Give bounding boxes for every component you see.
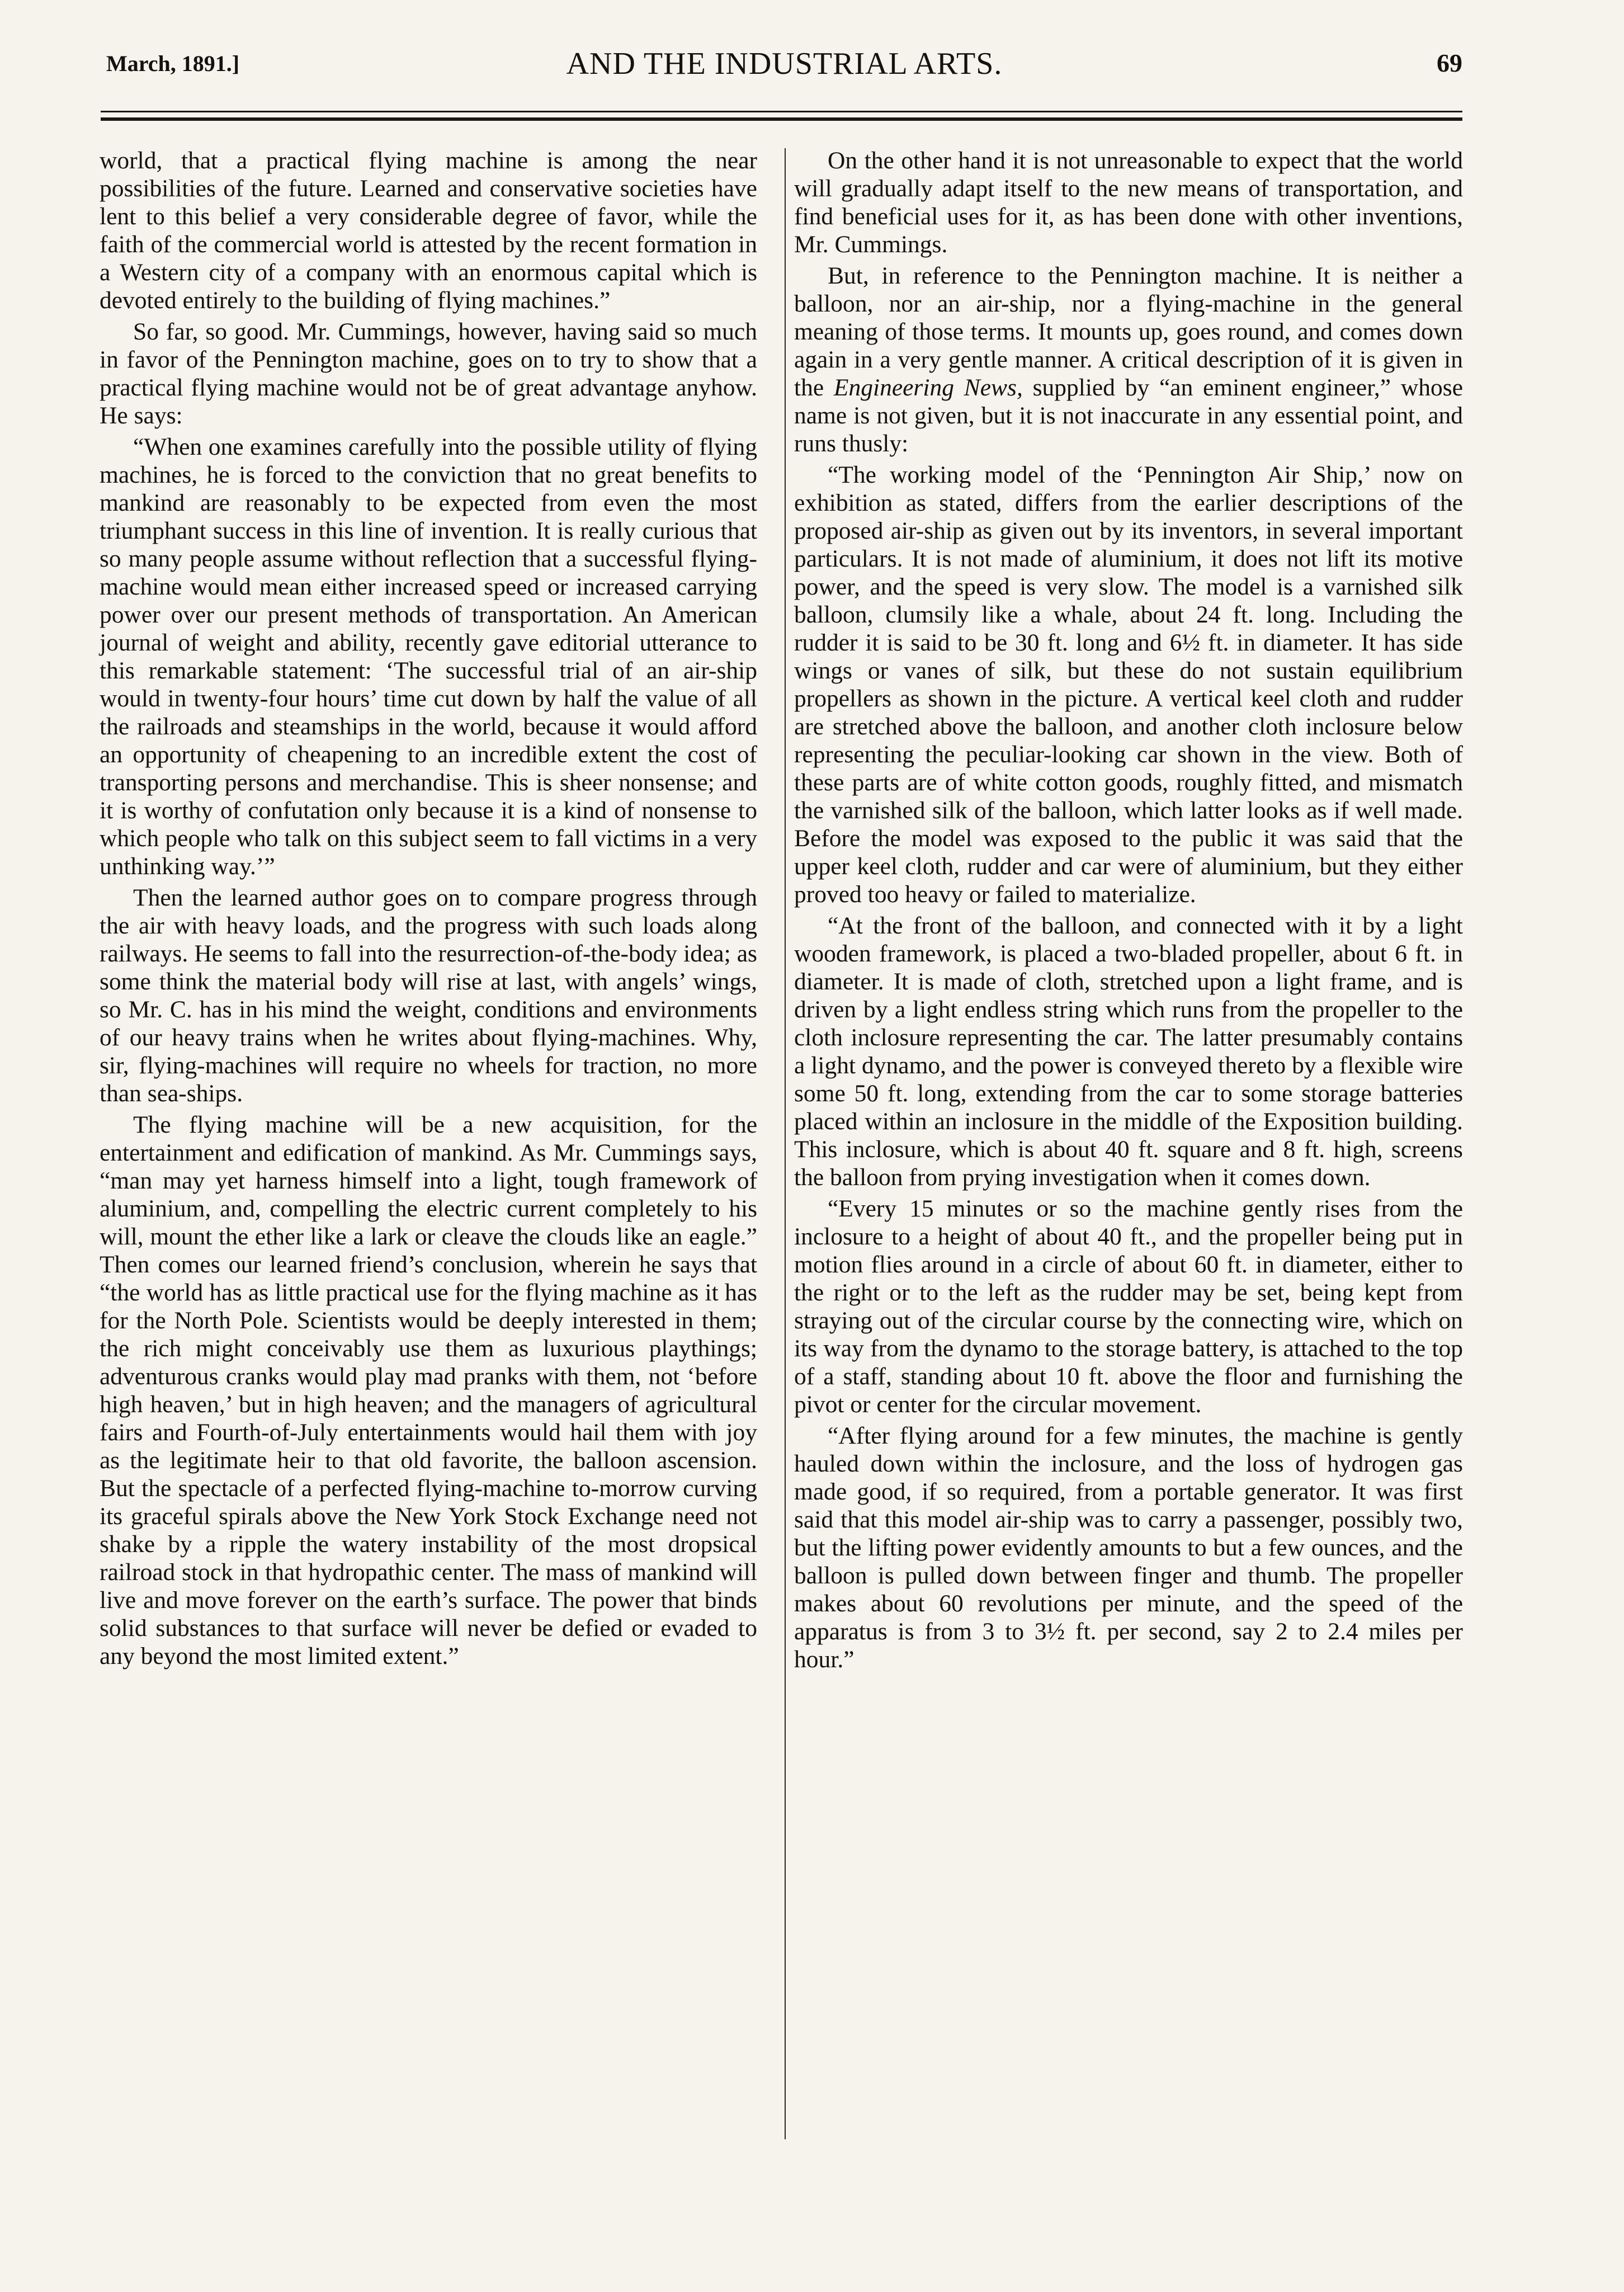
quoted-paragraph: “Every 15 minutes or so the machine gently rises from the inclosure to a height of about 40 ft., and the propeller being put in motion flies around in a circle of about 60 ft. in diameter, either to the right or to the left as the rudder may be set, being kept from straying out of the circular course by the connecting wire, which on its way from the dynamo to the storage battery, is attached to the top of a staff, standing about 10 ft. above the floor and furnishing the pivot or center for the circular movement. [794, 1195, 1463, 1418]
left-column [100, 147, 757, 1673]
issue-date: March, 1891.] [106, 51, 240, 76]
paragraph: So far, so good. Mr. Cummings, however, having said so much in favor of the Pennington machine, goes on to try to show that a practical flying machine would not be of great advantage anyhow. He says: [100, 318, 757, 429]
paragraph: world, that a practical flying machine is among the near possibilities of the future. Learned and conservative societies have lent to this belief a very considerable degree of favor, while the faith of the commercial world is attested by the recent formation in a Western city of a company with an enormous capital which is devoted entirely to the building of flying machines.” [100, 147, 757, 314]
page-header [106, 44, 1462, 105]
quoted-paragraph: “The working model of the ‘Pennington Air Ship,’ now on exhibition as stated, differs from the earlier descriptions of the proposed air-ship as given out by its inventors, in several important particulars. It is not made of aluminium, it does not lift its motive power, and the speed is very slow. The model is a varnished silk balloon, clumsily like a whale, about 24 ft. long. Including the rudder it is said to be 30 ft. long and 6½ ft. in diameter. It has side wings or vanes of silk, but these do not sustain equilibrium propellers as shown in the picture. A vertical keel cloth and rudder are stretched above the balloon, and another cloth inclosure below representing the peculiar-looking car shown in the view. Both of these parts are of white cotton goods, roughly fitted, and mismatch the varnished silk of the balloon, which latter looks as if well made. Before the model was exposed to the public it was said that the upper keel cloth, rudder and car were of aluminium, but they either proved too heavy or failed to materialize. [794, 461, 1463, 908]
column-divider [785, 148, 786, 2139]
paragraph: The flying machine will be a new acquisition, for the entertainment and edification of mankind. As Mr. Cummings says, “man may yet harness himself into a light, tough framework of aluminium, and, compelling the electric current completely to his will, mount the ether like a lark or cleave the clouds like an eagle.” Then comes our learned friend’s conclusion, wherein he says that “the world has as little practical use for the flying machine as it has for the North Pole. Scientists would be deeply interested in them; the rich might conceivably use them as luxurious playthings; adventurous cranks would play mad pranks with them, not ‘before high heaven,’ but in high heaven; and the managers of agricultural fairs and Fourth-of-July entertainments would hail them with joy as the legitimate heir to that old favorite, the balloon ascension. But the spectacle of a perfected flying-machine to-morrow curving its graceful spirals above the New York Stock Exchange need not shake by a ripple the watery instability of the most dropsical railroad stock in that hydropathic center. The mass of mankind will live and move forever on the earth’s surface. The power that binds solid substances to that surface will never be defied or evaded to any beyond the most limited extent.” [100, 1111, 757, 1670]
journal-title: Engineering News, [833, 374, 1023, 401]
paragraph-text: But, in reference to the Pennington machine. It is neither a balloon, nor an air-ship, nor a flying-machine in the general meaning of those terms. It mounts up, goes round, and comes down again in a very gentle manner. A critical description of it is given in the [794, 262, 1463, 401]
page-number: 69 [1437, 49, 1462, 77]
running-title: AND THE INDUSTRIAL ARTS. [566, 46, 1003, 81]
paragraph: On the other hand it is not unreasonable to expect that the world will gradually adapt itself to the new means of transportation, and find beneficial uses for it, as has been done with other inventions, Mr. Cummings. [794, 147, 1463, 258]
quoted-paragraph: “At the front of the balloon, and connected with it by a light wooden framework, is placed a two-bladed propeller, about 6 ft. in diameter. It is made of cloth, stretched upon a light frame, and is driven by a light endless string which runs from the propeller to the cloth inclosure representing the car. The latter presumably contains a light dynamo, and the power is conveyed thereto by a flexible wire some 50 ft. long, extending from the car to some storage batteries placed within an inclosure in the middle of the Exposition building. This inclosure, which is about 40 ft. square and 8 ft. high, screens the balloon from prying investigation when it comes down. [794, 912, 1463, 1191]
right-column [794, 147, 1463, 1677]
paragraph: Then the learned author goes on to compare progress through the air with heavy loads, and the progress with such loads along railways. He seems to fall into the resurrection-of-the-body idea; as some think the material body will rise at last, with angels’ wings, so Mr. C. has in his mind the weight, conditions and environments of our heavy trains when he writes about flying-machines. Why, sir, flying-machines will require no wheels for traction, no more than sea-ships. [100, 884, 757, 1107]
quoted-paragraph: “When one examines carefully into the possible utility of flying machines, he is forced to the conviction that no great benefits to mankind are reasonably to be expected from even the most triumphant success in this line of invention. It is really curious that so many people assume without reflection that a successful flying-machine would mean either increased speed or increased carrying power over our present methods of transportation. An American journal of weight and ability, recently gave editorial utterance to this remarkable statement: ‘The successful trial of an air-ship would in twenty-four hours’ time cut down by half the value of all the railroads and steamships in the world, because it would afford an opportunity of cheapening to an incredible extent the cost of transporting persons and merchandise. This is sheer nonsense; and it is worthy of confutation only because it is a kind of nonsense to which people who talk on this subject seem to fall victims in a very unthinking way.’” [100, 433, 757, 880]
header-rule-thin [101, 111, 1462, 112]
header-rule-thick [101, 117, 1462, 121]
paragraph [794, 262, 1463, 458]
paragraph-text: supplied by “an eminent engineer,” whose name is not given, but it is not inaccurate in any essential point, and runs thusly: [794, 374, 1464, 457]
quoted-paragraph: “After flying around for a few minutes, the machine is gently hauled down within the inclosure, and the loss of hydrogen gas made good, if so required, from a portable generator. It was first said that this model air-ship was to carry a passenger, possibly two, but the lifting power evidently amounts to but a few ounces, and the balloon is pulled down between finger and thumb. The propeller makes about 60 revolutions per minute, and the speed of the apparatus is from 3 to 3½ ft. per second, say 2 to 2.4 miles per hour.” [794, 1422, 1463, 1673]
